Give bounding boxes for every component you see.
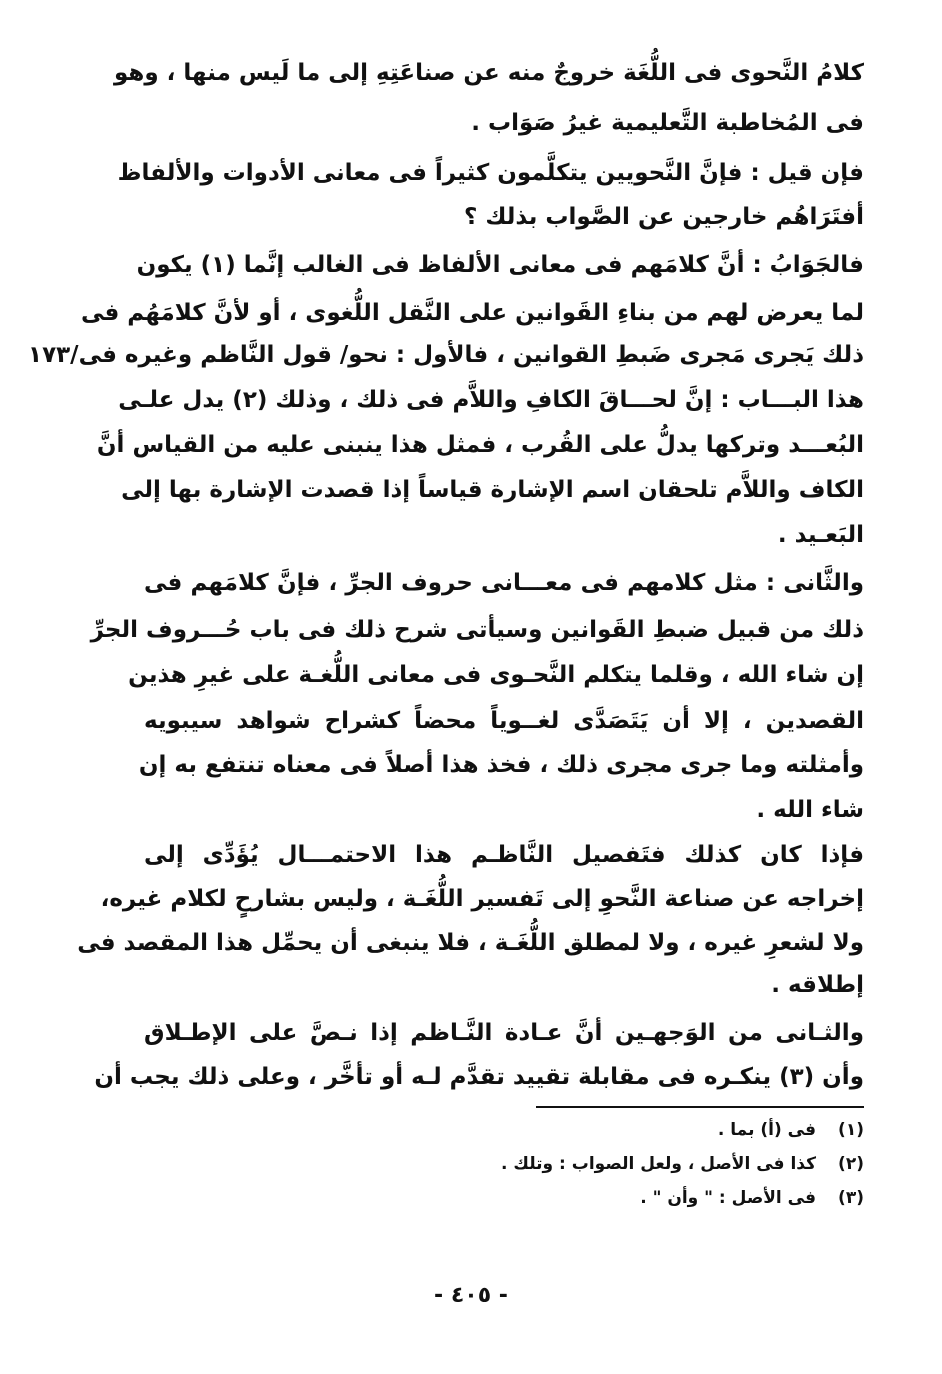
footnote-text: فى الأصل : " وأن " . bbox=[640, 1188, 816, 1208]
page-number: - ٤٠٥ - bbox=[434, 1283, 508, 1308]
footnote bbox=[164, 1118, 864, 1142]
text-line: لما يعرض لهم من بناءِ القَوانين على النَّقل اللُّغوى ، أو لأنَّ كلامَهُم فى bbox=[80, 300, 864, 326]
text-line: القصدين ، إلا أن يَتَصَدَّى لغــوياً محضاً كشراح شواهد سيبويه bbox=[144, 708, 864, 734]
footnote-number: (٢) bbox=[838, 1154, 864, 1174]
text-line: وأن (٣) ينكـره فى مقابلة تقييد تقدَّم لـه أو تأخَّر ، وعلى ذلك يجب أن bbox=[94, 1064, 864, 1090]
text-line: كلامُ النَّحوى فى اللُّغَة خروجٌ منه عن صناعَتِهِ إلى ما لَيس منها ، وهو bbox=[113, 60, 864, 86]
text-line: أفتَرَاهُم خارجين عن الصَّواب بذلك ؟ bbox=[464, 204, 864, 230]
text-line: والثـانى من الوَجهـين أنَّ عـادة النَّـاظم إذا نـصَّ على الإطـلاق bbox=[144, 1020, 864, 1046]
text-line: فإذا كان كذلك فتَفصيل النَّاظـم هذا الاحتمـــال يُؤَدِّى إلى bbox=[144, 842, 864, 868]
footnote bbox=[164, 1152, 864, 1176]
footnote-number: (٣) bbox=[838, 1188, 864, 1208]
text-line: البُعـــد وتركها يدلُّ على القُرب ، فمثل هذا ينبنى عليه من القياس أنَّ bbox=[96, 432, 864, 458]
footnote-text: كذا فى الأصل ، ولعل الصواب : وتلك . bbox=[501, 1154, 816, 1174]
text-line: وأمثلته وما جرى مجرى ذلك ، فخذ هذا أصلاً فى معناه تنتفع به إن bbox=[138, 752, 864, 778]
footnote-divider bbox=[536, 1106, 864, 1108]
text-line: فى المُخاطبة التَّعليمية غيرُ صَوَاب . bbox=[471, 110, 864, 136]
text-line: إطلاقه . bbox=[771, 972, 864, 998]
text-line: الكاف واللاَّم تلحقان اسم الإشارة قياساً إذا قصدت الإشارة بها إلى bbox=[121, 477, 864, 503]
footnote bbox=[164, 1186, 864, 1210]
text-line: ولا لشعرِ غيره ، ولا لمطلق اللُّغَـة ، فلا ينبغى أن يحمِّل هذا المقصد فى bbox=[77, 930, 864, 956]
text-line: ذلك يَجرى مَجرى ضَبطِ القوانين ، فالأول : نحو/ قول النَّاظم وغيره فى/١٧٣ bbox=[28, 342, 864, 368]
text-line: إخراجه عن صناعة النَّحوِ إلى تَفسير اللُّغَـة ، وليس بشارحٍ لكلام غيره، bbox=[100, 886, 864, 912]
text-line: والثَّانى : مثل كلامهم فى معـــانى حروف الجرِّ ، فإنَّ كلامَهم فى bbox=[144, 570, 864, 596]
text-line: فإن قيل : فإنَّ النَّحويين يتكلَّمون كثيراً فى معانى الأدوات والألفاظ bbox=[117, 160, 864, 186]
text-line: هذا البـــاب : إنَّ لحـــاقَ الكافِ واللاَّم فى ذلك ، وذلك (٢) يدل علـى bbox=[118, 387, 864, 413]
footnote-text: فى (أ) بما . bbox=[717, 1120, 816, 1140]
text-line: شاء الله . bbox=[756, 797, 864, 823]
text-line: إن شاء الله ، وقلما يتكلم النَّحـوى فى معانى اللُّغـة على غيرِ هذين bbox=[128, 662, 864, 688]
text-line: ذلك من قبيل ضبطِ القَوانين وسيأتى شرح ذلك فى باب حُـــروف الجرِّ bbox=[90, 617, 864, 643]
footnote-number: (١) bbox=[838, 1120, 864, 1140]
text-line: فالجَوَابُ : أنَّ كلامَهم فى معانى الألفاظ فى الغالب إنَّما (١) يكون bbox=[136, 252, 864, 278]
text-line: البَعـيد . bbox=[777, 522, 864, 548]
